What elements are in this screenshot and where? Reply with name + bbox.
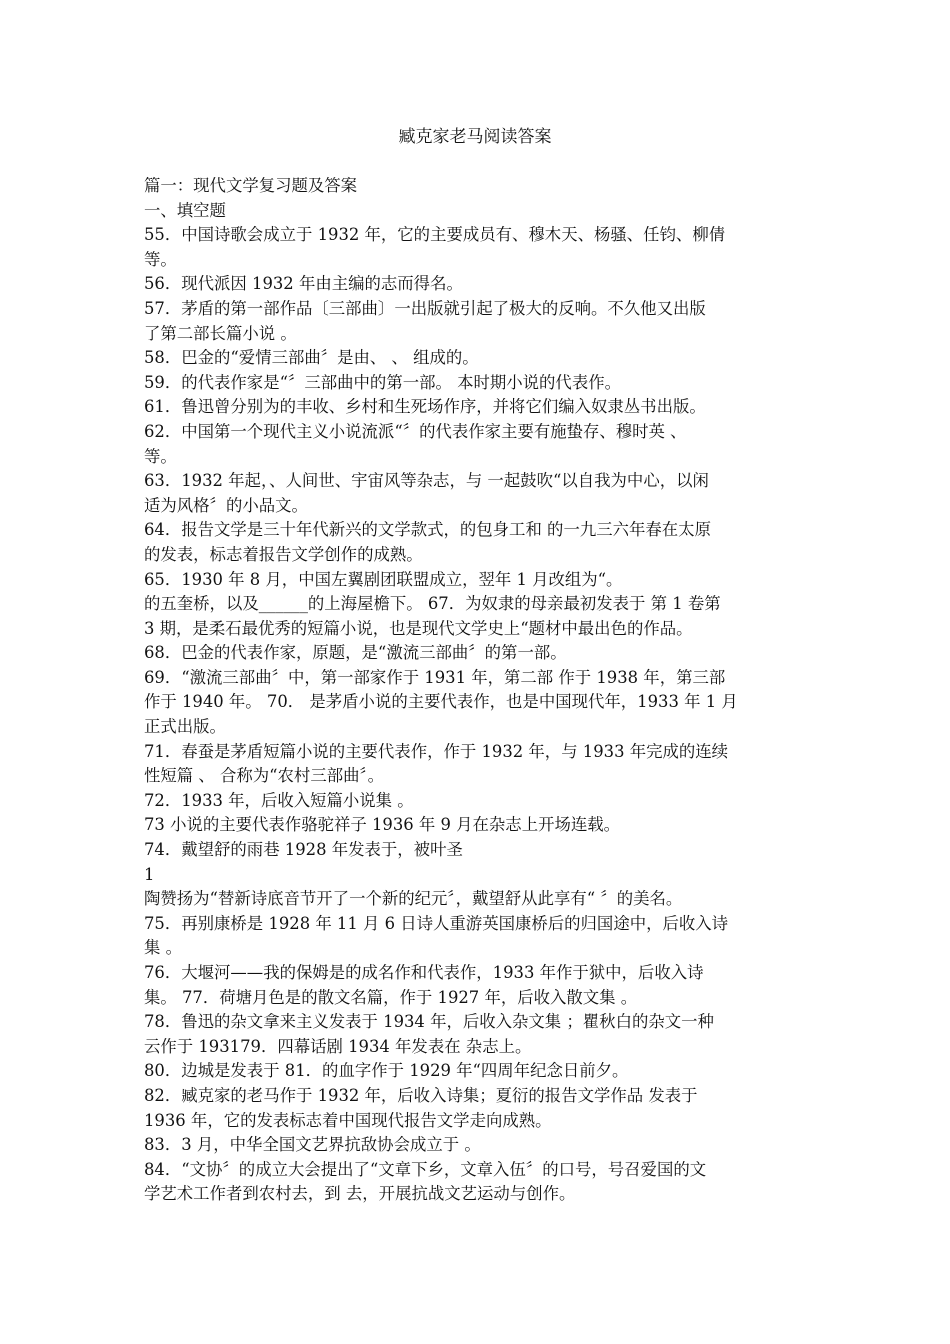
text-line: 3 期，是柔石最优秀的短篇小说，也是现代文学史上“题材中最出色的作品。: [144, 618, 693, 638]
text-line: 正式出版。: [144, 717, 226, 737]
text-line: 59．的代表作家是“〞三部曲中的第一部。 本时期小说的代表作。: [144, 372, 621, 392]
text-line: 83．3 月，中华全国文艺界抗敌协会成立于 。: [144, 1135, 481, 1155]
text-line: 58．巴金的“爱情三部曲〞是由、 、 组成的。: [144, 348, 479, 368]
text-line: 1936 年，它的发表标志着中国现代报告文学走向成熟。: [144, 1110, 552, 1130]
text-line: 云作于 193179．四幕话剧 1934 年发表在 杂志上。: [144, 1036, 532, 1056]
text-line: 的五奎桥，以及______的上海屋檐下。 67．为奴隶的母亲最初发表于 第 1 卷第: [144, 594, 721, 614]
text-line: 74．戴望舒的雨巷 1928 年发表于，被叶圣: [144, 840, 463, 860]
text-line: 等。: [144, 249, 177, 269]
text-line: 56．现代派因 1932 年由主编的志而得名。: [144, 274, 463, 294]
text-line: 性短篇 、 合称为“农村三部曲〞。: [144, 766, 385, 786]
text-line: 80．边城是发表于 81．的血字作于 1929 年“四周年纪念日前夕。: [144, 1061, 629, 1081]
page-number: 1: [144, 864, 155, 884]
text-line: 适为风格〞的小品文。: [144, 495, 308, 515]
text-line: 82．臧克家的老马作于 1932 年，后收入诗集；夏衍的报告文学作品 发表于: [144, 1085, 698, 1105]
text-line: 的发表，标志着报告文学创作的成熟。: [144, 544, 423, 564]
text-line: 集。 77．荷塘月色是的散文名篇，作于 1927 年，后收入散文集 。: [144, 987, 638, 1007]
text-line: 68．巴金的代表作家，原题，是“激流三部曲〞的第一部。: [144, 643, 567, 663]
text-line: 学艺术工作者到农村去，到 去，开展抗战文艺运动与创作。: [144, 1184, 576, 1204]
text-line: 64．报告文学是三十年代新兴的文学款式，的包身工和 的一九三六年春在太原: [144, 520, 711, 540]
text-line: 75．再别康桥是 1928 年 11 月 6 日诗人重游英国康桥后的归国途中，后收入诗: [144, 913, 729, 933]
text-line: 65．1930 年 8 月，中国左翼剧团联盟成立，翌年 1 月改组为“。: [144, 569, 623, 589]
text-line: 55．中国诗歌会成立于 1932 年，它的主要成员有、穆木天、杨骚、任钧、柳倩: [144, 225, 726, 245]
text-line: 作于 1940 年。 70． 是茅盾小说的主要代表作，也是中国现代年，1933 年 1 月: [144, 692, 738, 712]
text-line: 陶赞扬为“替新诗底音节开了一个新的纪元〞，戴望舒从此享有“ 〞的美名。: [144, 889, 683, 909]
text-line: 了第二部长篇小说 。: [144, 323, 297, 343]
text-line: 61．鲁迅曾分别为的丰收、乡村和生死场作序，并将它们编入奴隶丛书出版。: [144, 397, 706, 417]
text-line: 63．1932 年起，、人间世、宇宙风等杂志，与 一起鼓吹“以自我为中心，以闲: [144, 471, 709, 491]
document-title: 臧克家老马阅读答案: [398, 127, 552, 147]
text-line: 72．1933 年，后收入短篇小说集 。: [144, 790, 414, 810]
text-line: 等。: [144, 446, 177, 466]
document-body: [144, 174, 808, 1207]
text-line: 76．大堰河——我的保姆是的成名作和代表作，1933 年作于狱中，后收入诗: [144, 963, 704, 982]
text-line: 84．“文协〞的成立大会提出了“文章下乡，文章入伍〞的口号，号召爱国的文: [144, 1159, 707, 1179]
text-line: 一、填空题: [144, 200, 226, 220]
text-line: 78．鲁迅的杂文拿来主义发表于 1934 年，后收入杂文集 ；瞿秋白的杂文一种: [144, 1012, 714, 1032]
text-line: 57．茅盾的第一部作品〔三部曲〕一出版就引起了极大的反响。不久他又出版: [144, 298, 706, 318]
text-line: 69．“激流三部曲〞中，第一部家作于 1931 年，第二部 作于 1938 年，第三部: [144, 667, 726, 687]
text-line: 集 。: [144, 938, 182, 958]
text-line: 71．春蚕是茅盾短篇小说的主要代表作，作于 1932 年，与 1933 年完成的连续: [144, 741, 729, 761]
text-line: 73 小说的主要代表作骆驼祥子 1936 年 9 月在杂志上开场连载。: [144, 815, 621, 835]
text-line: 篇一：现代文学复习题及答案: [144, 176, 358, 195]
text-line: 62．中国第一个现代主义小说流派“〞的代表作家主要有施蛰存、穆时英 、: [144, 421, 687, 441]
